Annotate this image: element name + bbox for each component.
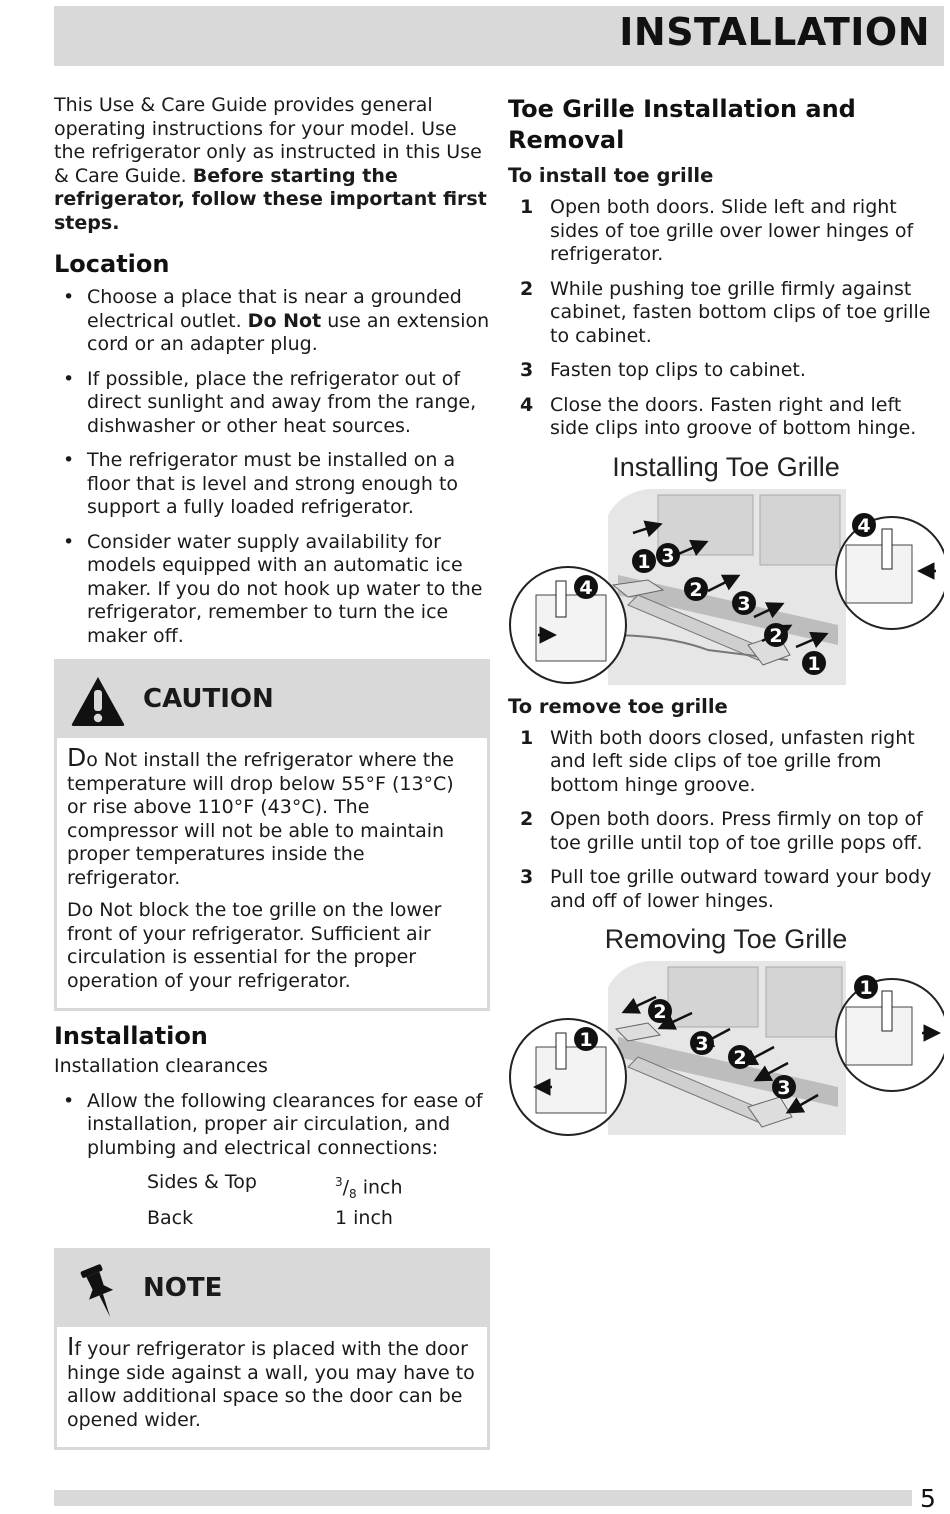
install-subheading: To install toe grille (508, 164, 714, 187)
installation-heading: Installation (54, 1022, 208, 1050)
intro-bold-text: Before starting the refrigerator, follow these important first steps. (54, 164, 487, 234)
caution-paragraph: Do Not install the refrigerator where the temperature will drop below 55°F (13°C) or rise above 110°F (43°C). The compressor will not be able to maintain proper temperatures inside the refrigerator. (67, 743, 454, 889)
installation-subheading: Installation clearances (54, 1055, 268, 1077)
note-body (57, 1327, 487, 1447)
list-item: 1 With both doors closed, unfasten right and left side clips of toe grille from bottom hinge groove. (520, 726, 915, 796)
step-label-text: 1 (579, 1029, 593, 1051)
list-item: 3 Fasten top clips to cabinet. (520, 359, 806, 381)
location-heading: Location (54, 250, 170, 278)
remove-toe-grille-illustration (508, 957, 944, 1157)
install-toe-grille-illustration (508, 485, 944, 685)
step-label-text: 1 (859, 977, 873, 999)
list-item: 3 Pull toe grille outward toward your body and off of lower hinges. (520, 866, 932, 912)
clearance-value: $^3/_8$ inch (335, 1175, 403, 1202)
intro-text: This Use & Care Guide provides general operating instructions for your model. Use the refrigerator only as instructed in this Use & Care Guide. (54, 94, 482, 187)
page-number: 5 (920, 1484, 936, 1513)
clearance-row: Back 1 inch (147, 1206, 393, 1229)
list-item: • Choose a place that is near a grounded electrical outlet. Do Not use an extension cord or an adapter plug. (54, 286, 490, 357)
step-label-text: 1 (637, 550, 651, 573)
right-column (508, 94, 944, 1157)
step-label-text: 3 (695, 1033, 709, 1055)
note-box (54, 1248, 490, 1450)
step-label-text: 2 (689, 578, 703, 601)
page-title: INSTALLATION (619, 10, 930, 54)
step-label-text: 3 (777, 1077, 791, 1099)
intro-paragraph (54, 94, 490, 235)
step-label-text: 3 (737, 592, 751, 615)
list-item: • Consider water supply availability for models equipped with an automatic ice maker. If you do not hook up water to the refrigerator, remember to turn the ice maker off. (54, 531, 490, 649)
header-bar (54, 6, 944, 66)
step-label-text: 1 (807, 652, 821, 675)
clearance-row: Sides & Top $^3/_8$ inch (147, 1171, 490, 1207)
note-title: NOTE (143, 1273, 223, 1304)
step-label-text: 4 (579, 576, 593, 599)
remove-subheading: To remove toe grille (508, 694, 728, 718)
footer-bar (54, 1490, 912, 1506)
list-item: 2 Open both doors. Press firmly on top of toe grille until top of toe grille pops off. (520, 808, 923, 854)
list-item: 4 Close the doors. Fasten right and left side clips into groove of bottom hinge. (520, 393, 917, 439)
list-item: • If possible, place the refrigerator out of direct sunlight and away from the range, dishwasher or other heat sources. (54, 368, 490, 439)
note-paragraph: If your refrigerator is placed with the door hinge side against a wall, you may have to allow additional space so the door can be opened wider. (67, 1332, 475, 1431)
caution-header (57, 662, 487, 738)
pushpin-icon (75, 1263, 125, 1321)
left-column (54, 94, 490, 1450)
step-label-text: 2 (733, 1047, 747, 1069)
step-label-text: 4 (857, 514, 871, 537)
caution-box (54, 659, 490, 1011)
remove-figure-title: Removing Toe Grille (604, 924, 848, 954)
installation-list (54, 1090, 490, 1161)
install-steps (508, 196, 944, 441)
caution-paragraph: Do Not block the toe grille on the lower front of your refrigerator. Sufficient air circulation is essential for the proper operation of your refrigerator. (67, 899, 442, 992)
step-label-text: 2 (653, 1001, 667, 1023)
toe-grille-heading: Toe Grille Installation and Removal (508, 95, 856, 154)
list-item: 1 Open both doors. Slide left and right sides of toe grille over lower hinges of refrigerator. (520, 196, 914, 265)
step-label-text: 2 (769, 624, 783, 647)
clearance-table (147, 1171, 490, 1230)
remove-steps (508, 727, 944, 914)
note-header (57, 1251, 487, 1327)
list-item: 2 While pushing toe grille firmly against cabinet, fasten bottom clips of toe grille to cabinet. (520, 277, 931, 347)
caution-body (57, 738, 487, 1008)
step-label-text: 3 (661, 544, 675, 567)
location-list (54, 286, 490, 648)
caution-title: CAUTION (143, 684, 274, 714)
list-item: • Allow the following clearances for ease of installation, proper air circulation, and plumbing and electrical connections: (54, 1090, 490, 1161)
warning-icon (69, 674, 127, 728)
install-figure-title: Installing Toe Grille (612, 451, 840, 482)
list-item: • The refrigerator must be installed on a floor that is level and strong enough to support a fully loaded refrigerator. (54, 449, 490, 520)
